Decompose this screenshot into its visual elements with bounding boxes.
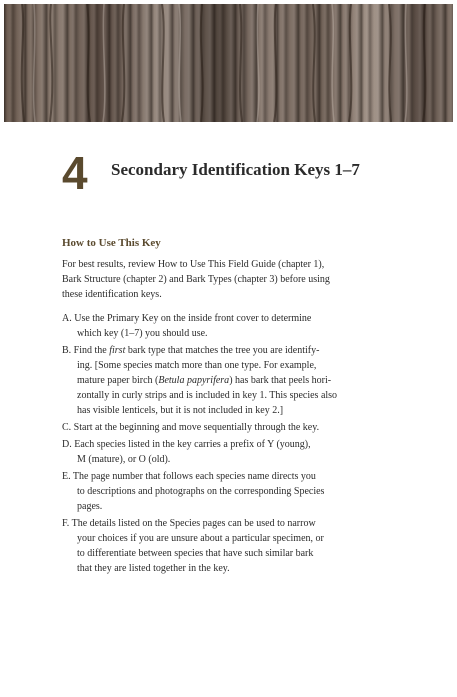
step-line: to differentiate between species that have such similar bark (77, 548, 314, 559)
step-line: has visible lenticels, but it is not included in key 2.] (77, 405, 284, 416)
step-text: ) has bark that peels hori- (229, 375, 332, 386)
step-line: C. Start at the beginning and move sequentially through the key. (62, 422, 320, 433)
step-a (62, 311, 392, 341)
step-line: that they are listed together in the key. (77, 563, 230, 574)
step-line (62, 373, 392, 388)
step-line: your choices if you are unsure about a particular specimen, or (77, 533, 324, 544)
step-line: ing. [Some species match more than one type. For example, (77, 360, 317, 371)
instruction-list (62, 311, 392, 578)
step-e (62, 469, 392, 514)
step-line: E. The page number that follows each species name directs you (62, 471, 316, 482)
section-heading: How to Use This Key (62, 237, 161, 249)
step-text: B. Find the (62, 345, 110, 356)
emphasis-text: first (109, 345, 126, 356)
step-f (62, 516, 392, 576)
step-text: mature paper birch ( (77, 375, 159, 386)
step-line: zontally in curly strips and is included in key 1. This species also (77, 390, 338, 401)
bark-photo-banner (4, 4, 453, 122)
bark-texture (4, 4, 453, 122)
intro-paragraph (62, 257, 382, 302)
step-line: pages. (77, 501, 103, 512)
chapter-number: 4 (62, 147, 88, 199)
step-line: which key (1–7) you should use. (77, 328, 208, 339)
intro-line: Bark Structure (chapter 2) and Bark Types (chapter 3) before using (62, 274, 330, 285)
step-d (62, 437, 392, 467)
step-line: F. The details listed on the Species pages can be used to narrow (62, 518, 316, 529)
intro-line: For best results, review How to Use This Field Guide (chapter 1), (62, 259, 325, 270)
intro-line: these identification keys. (62, 289, 162, 300)
step-line: M (mature), or O (old). (77, 454, 171, 465)
chapter-title: Secondary Identification Keys 1–7 (111, 160, 360, 179)
step-c (62, 420, 392, 435)
step-line (62, 343, 392, 358)
step-line: A. Use the Primary Key on the inside front cover to determine (62, 313, 312, 324)
step-text: bark type that matches the tree you are identify- (125, 345, 320, 356)
step-line: to descriptions and photographs on the corresponding Species (77, 486, 325, 497)
step-line: D. Each species listed in the key carries a prefix of Y (young), (62, 439, 311, 450)
step-b (62, 343, 392, 418)
species-latin-name: Betula papyrifera (158, 375, 230, 386)
